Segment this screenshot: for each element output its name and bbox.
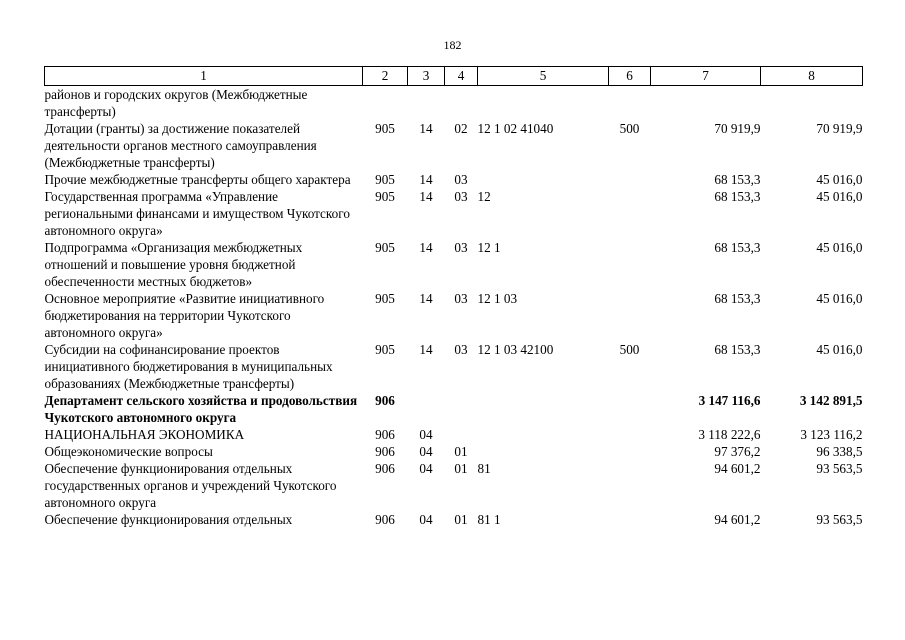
row-amount-2025: 45 016,0 — [816, 172, 863, 187]
table-row — [45, 86, 863, 121]
column-header-5: 5 — [478, 67, 609, 86]
row-target-article: 81 — [477, 461, 491, 476]
row-description: Департамент сельского хозяйства и продовольствия Чукотского автономного округа — [44, 393, 358, 425]
row-expense-type — [609, 426, 651, 443]
table-row — [45, 443, 863, 460]
row-admin-code: 905 — [375, 342, 395, 357]
row-section: 14 — [419, 291, 433, 306]
row-expense-type — [609, 188, 651, 239]
row-description: Обеспечение функционирования отдельных государственных органов и учреждений Чукотского автономного округа — [44, 461, 337, 510]
row-section: 04 — [419, 444, 433, 459]
row-amount-2024: 3 147 116,6 — [698, 393, 761, 408]
row-amount-2024: 94 601,2 — [714, 461, 761, 476]
row-target-article: 12 1 — [477, 240, 501, 255]
row-description: Прочие межбюджетные трансферты общего характера — [44, 172, 351, 187]
row-expense-type — [609, 460, 651, 511]
row-subsection: 03 — [454, 240, 468, 255]
row-target-article — [478, 86, 609, 121]
row-expense-type — [609, 511, 651, 528]
row-admin-code: 906 — [375, 461, 395, 476]
table-row — [45, 392, 863, 426]
column-header-1: 1 — [45, 67, 363, 86]
row-amount-2024: 68 153,3 — [714, 172, 761, 187]
row-target-article: 12 1 03 42100 — [477, 342, 554, 357]
budget-table — [44, 66, 863, 528]
table-row — [45, 290, 863, 341]
column-header-6: 6 — [609, 67, 651, 86]
column-header-7: 7 — [651, 67, 761, 86]
row-subsection: 01 — [454, 512, 468, 527]
row-section — [408, 86, 445, 121]
row-target-article — [478, 426, 609, 443]
row-section: 04 — [419, 427, 433, 442]
row-admin-code: 905 — [375, 121, 395, 136]
row-description: НАЦИОНАЛЬНАЯ ЭКОНОМИКА — [44, 427, 245, 442]
row-section: 14 — [419, 240, 433, 255]
row-amount-2025: 93 563,5 — [816, 512, 863, 527]
row-amount-2025 — [761, 86, 863, 121]
row-subsection: 03 — [454, 342, 468, 357]
row-subsection: 01 — [454, 444, 468, 459]
row-amount-2025: 96 338,5 — [816, 444, 863, 459]
table-row — [45, 171, 863, 188]
row-admin-code: 906 — [375, 444, 395, 459]
column-header-8: 8 — [761, 67, 863, 86]
row-amount-2025: 45 016,0 — [816, 240, 863, 255]
row-amount-2025: 70 919,9 — [816, 121, 863, 136]
row-amount-2024 — [651, 86, 761, 121]
row-subsection: 03 — [454, 189, 468, 204]
row-amount-2024: 97 376,2 — [714, 444, 761, 459]
row-admin-code: 905 — [375, 172, 395, 187]
row-amount-2025: 3 142 891,5 — [799, 393, 863, 408]
row-target-article: 12 1 02 41040 — [477, 121, 554, 136]
table-header-row — [45, 67, 863, 86]
row-amount-2024: 3 118 222,6 — [698, 427, 761, 442]
row-expense-type — [609, 239, 651, 290]
row-expense-type: 500 — [619, 342, 640, 357]
row-amount-2024: 70 919,9 — [714, 121, 761, 136]
row-target-article: 12 — [477, 189, 491, 204]
row-subsection: 03 — [454, 172, 468, 187]
row-subsection — [445, 392, 478, 426]
row-amount-2024: 68 153,3 — [714, 342, 761, 357]
row-target-article — [478, 392, 609, 426]
row-subsection: 01 — [454, 461, 468, 476]
row-section: 14 — [419, 342, 433, 357]
row-description: Обеспечение функционирования отдельных — [44, 512, 293, 527]
table-row — [45, 341, 863, 392]
column-header-3: 3 — [408, 67, 445, 86]
row-amount-2024: 68 153,3 — [714, 189, 761, 204]
table-row — [45, 511, 863, 528]
row-section: 14 — [419, 189, 433, 204]
row-description: Подпрограмма «Организация межбюджетных отношений и повышение уровня бюджетной обеспеченности местных бюджетов» — [44, 240, 303, 289]
column-header-2: 2 — [363, 67, 408, 86]
row-expense-type — [609, 290, 651, 341]
row-amount-2025: 3 123 116,2 — [800, 427, 863, 442]
row-description: Основное мероприятие «Развитие инициативного бюджетирования на территории Чукотского автономного округа» — [44, 291, 325, 340]
table-row — [45, 120, 863, 171]
row-admin-code: 906 — [375, 427, 395, 442]
row-section: 14 — [419, 121, 433, 136]
row-amount-2024: 68 153,3 — [714, 240, 761, 255]
row-amount-2024: 94 601,2 — [714, 512, 761, 527]
row-amount-2025: 45 016,0 — [816, 342, 863, 357]
row-section: 04 — [419, 512, 433, 527]
table-row — [45, 460, 863, 511]
row-amount-2024: 68 153,3 — [714, 291, 761, 306]
row-admin-code: 905 — [375, 240, 395, 255]
row-admin-code: 905 — [375, 189, 395, 204]
column-header-4: 4 — [445, 67, 478, 86]
row-subsection: 03 — [454, 291, 468, 306]
row-admin-code: 906 — [375, 512, 395, 527]
row-description: районов и городских округов (Межбюджетные трансферты) — [44, 87, 308, 119]
row-subsection: 02 — [454, 121, 468, 136]
row-admin-code: 905 — [375, 291, 395, 306]
row-amount-2025: 45 016,0 — [816, 291, 863, 306]
row-admin-code: 906 — [375, 393, 395, 408]
row-admin-code — [363, 86, 408, 121]
page-number: 182 — [443, 38, 462, 52]
table-row — [45, 426, 863, 443]
row-target-article — [478, 443, 609, 460]
row-amount-2025: 93 563,5 — [816, 461, 863, 476]
row-expense-type — [609, 443, 651, 460]
row-target-article — [478, 171, 609, 188]
row-section — [408, 392, 445, 426]
row-section: 04 — [419, 461, 433, 476]
row-amount-2025: 45 016,0 — [816, 189, 863, 204]
row-expense-type: 500 — [619, 121, 640, 136]
row-description: Субсидии на софинансирование проектов инициативного бюджетирования в муниципальных образованиях (Межбюджетные трансферты) — [44, 342, 333, 391]
table-row — [45, 188, 863, 239]
row-target-article: 12 1 03 — [477, 291, 518, 306]
row-expense-type — [609, 392, 651, 426]
table-row — [45, 239, 863, 290]
row-expense-type — [609, 171, 651, 188]
table-body — [45, 86, 863, 529]
row-section: 14 — [419, 172, 433, 187]
row-target-article: 81 1 — [477, 512, 501, 527]
row-subsection — [445, 426, 478, 443]
row-subsection — [445, 86, 478, 121]
row-description: Дотации (гранты) за достижение показателей деятельности органов местного самоуправления (Межбюджетные трансферты) — [44, 121, 317, 170]
row-description: Государственная программа «Управление региональными финансами и имуществом Чукотского автономного округа» — [44, 189, 350, 238]
row-expense-type — [609, 86, 651, 121]
row-description: Общеэкономические вопросы — [44, 444, 213, 459]
